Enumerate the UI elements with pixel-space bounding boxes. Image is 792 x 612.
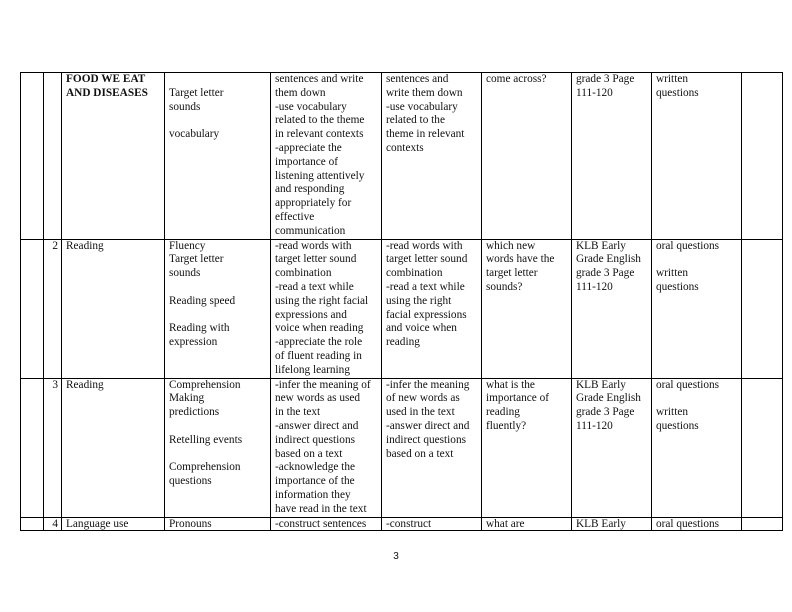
- cell-week: [21, 73, 44, 240]
- scheme-of-work-table: [20, 72, 783, 531]
- cell-experiences: -read words with target letter sound combination -read a text while using the right facial expressions and voice when reading: [382, 239, 482, 378]
- cell-outcomes: -read words with target letter sound combination -read a text while using the right facial expressions and voice when reading -appreciate the role of fluent reading in lifelong learning: [271, 239, 382, 378]
- cell-outcomes: sentences and write them down -use vocabulary related to the theme in relevant contexts -appreciate the importance of listening attentively and responding appropriately for effective communication: [271, 73, 382, 240]
- cell-sub-strand: Fluency Target letter sounds Reading speed Reading with expression: [165, 239, 271, 378]
- cell-sub-strand: Comprehension Making predictions Retelling events Comprehension questions: [165, 378, 271, 517]
- cell-resources: KLB Early: [572, 517, 652, 530]
- table-row: [21, 517, 783, 530]
- cell-strand: FOOD WE EAT AND DISEASES: [62, 73, 165, 240]
- cell-inquiry: what are: [482, 517, 572, 530]
- table-row: [21, 73, 783, 240]
- cell-week: [21, 517, 44, 530]
- table-row: [21, 239, 783, 378]
- page-number: 3: [393, 551, 399, 562]
- cell-experiences: -construct: [382, 517, 482, 530]
- cell-strand: Language use: [62, 517, 165, 530]
- cell-lesson: 3: [44, 378, 62, 517]
- cell-outcomes: -infer the meaning of new words as used in the text -answer direct and indirect questions based on a text -acknowledge the importance of the information they have read in the text: [271, 378, 382, 517]
- cell-strand: Reading: [62, 378, 165, 517]
- cell-resources: grade 3 Page 111-120: [572, 73, 652, 240]
- cell-outcomes: -construct sentences: [271, 517, 382, 530]
- cell-sub-strand: Target letter sounds vocabulary: [165, 73, 271, 240]
- table-row: [21, 378, 783, 517]
- cell-experiences: sentences and write them down -use vocabulary related to the theme in relevant contexts: [382, 73, 482, 240]
- cell-assessment: oral questions written questions: [652, 239, 742, 378]
- cell-resources: KLB Early Grade English grade 3 Page 111-120: [572, 239, 652, 378]
- cell-strand: Reading: [62, 239, 165, 378]
- cell-resources: KLB Early Grade English grade 3 Page 111-120: [572, 378, 652, 517]
- cell-assessment: oral questions: [652, 517, 742, 530]
- cell-sub-strand: Pronouns: [165, 517, 271, 530]
- cell-lesson: [44, 73, 62, 240]
- cell-experiences: -infer the meaning of new words as used in the text -answer direct and indirect questions based on a text: [382, 378, 482, 517]
- cell-week: [21, 378, 44, 517]
- cell-week: [21, 239, 44, 378]
- cell-remarks: [742, 378, 783, 517]
- cell-inquiry: come across?: [482, 73, 572, 240]
- cell-remarks: [742, 239, 783, 378]
- cell-remarks: [742, 517, 783, 530]
- cell-assessment: written questions: [652, 73, 742, 240]
- cell-inquiry: which new words have the target letter sounds?: [482, 239, 572, 378]
- cell-inquiry: what is the importance of reading fluently?: [482, 378, 572, 517]
- cell-lesson: 2: [44, 239, 62, 378]
- cell-remarks: [742, 73, 783, 240]
- cell-lesson: 4: [44, 517, 62, 530]
- cell-assessment: oral questions written questions: [652, 378, 742, 517]
